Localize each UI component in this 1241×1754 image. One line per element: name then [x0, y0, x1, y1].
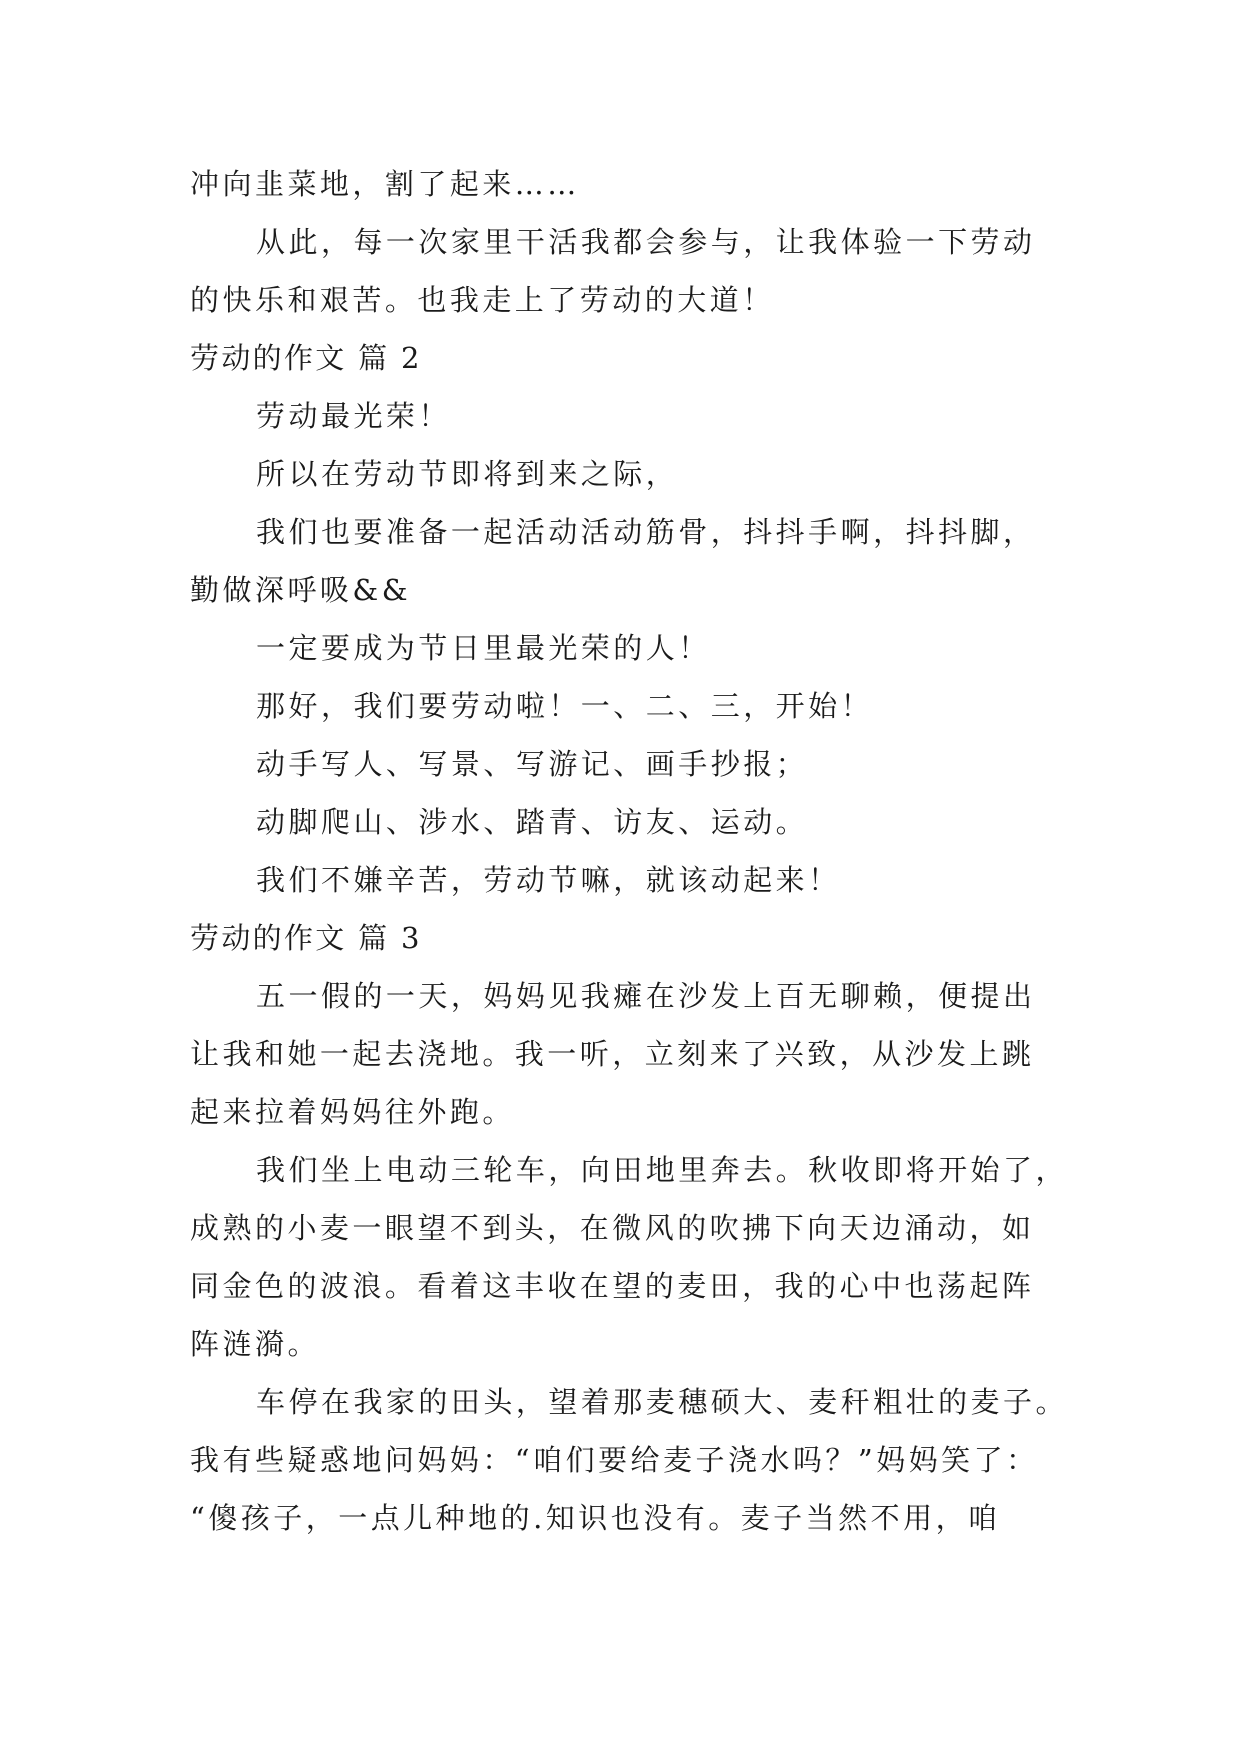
text-line: 起来拉着妈妈往外跑。 [190, 1095, 515, 1129]
section-heading: 劳动的作文 篇 2 [190, 341, 422, 375]
section-heading: 劳动的作文 篇 3 [190, 921, 422, 955]
document-page [190, 155, 1090, 1547]
text-line: 那好，我们要劳动啦！一、二、三，开始！ [256, 689, 874, 723]
text-line: 勤做深呼吸&& [190, 573, 411, 607]
text-line: 动脚爬山、涉水、踏青、访友、运动。 [256, 805, 809, 839]
text-line: 我们也要准备一起活动活动筋骨，抖抖手啊，抖抖脚， [256, 515, 1036, 549]
text-line: 让我和她一起去浇地。我一听，立刻来了兴致，从沙发上跳 [190, 1037, 1035, 1071]
text-line: 我们坐上电动三轮车，向田地里奔去。秋收即将开始了， [256, 1153, 1069, 1187]
text-line: 动手写人、写景、写游记、画手抄报； [256, 747, 809, 781]
text-line: “傻孩子，一点儿种地的.知识也没有。麦子当然不用，咱 [190, 1501, 1001, 1535]
text-line: 劳动最光荣！ [256, 399, 451, 433]
text-line: 从此，每一次家里干活我都会参与，让我体验一下劳动 [256, 225, 1036, 259]
text-line: 所以在劳动节即将到来之际， [256, 457, 679, 491]
text-line: 阵涟漪。 [190, 1327, 320, 1361]
text-line: 我们不嫌辛苦，劳动节嘛，就该动起来！ [256, 863, 841, 897]
text-line: 车停在我家的田头，望着那麦穗硕大、麦秆粗壮的麦子。 [256, 1385, 1069, 1419]
text-line: 一定要成为节日里最光荣的人！ [256, 631, 711, 665]
text-line: 的快乐和艰苦。也我走上了劳动的大道！ [190, 283, 775, 317]
text-line: 成熟的小麦一眼望不到头，在微风的吹拂下向天边涌动，如 [190, 1211, 1035, 1245]
text-line: 五一假的一天，妈妈见我瘫在沙发上百无聊赖，便提出 [256, 979, 1036, 1013]
text-line: 同金色的波浪。看着这丰收在望的麦田，我的心中也荡起阵 [190, 1269, 1035, 1303]
text-line: 冲向韭菜地，割了起来…… [190, 167, 580, 201]
text-line: 我有些疑惑地问妈妈：“咱们要给麦子浇水吗？”妈妈笑了： [190, 1443, 1039, 1477]
